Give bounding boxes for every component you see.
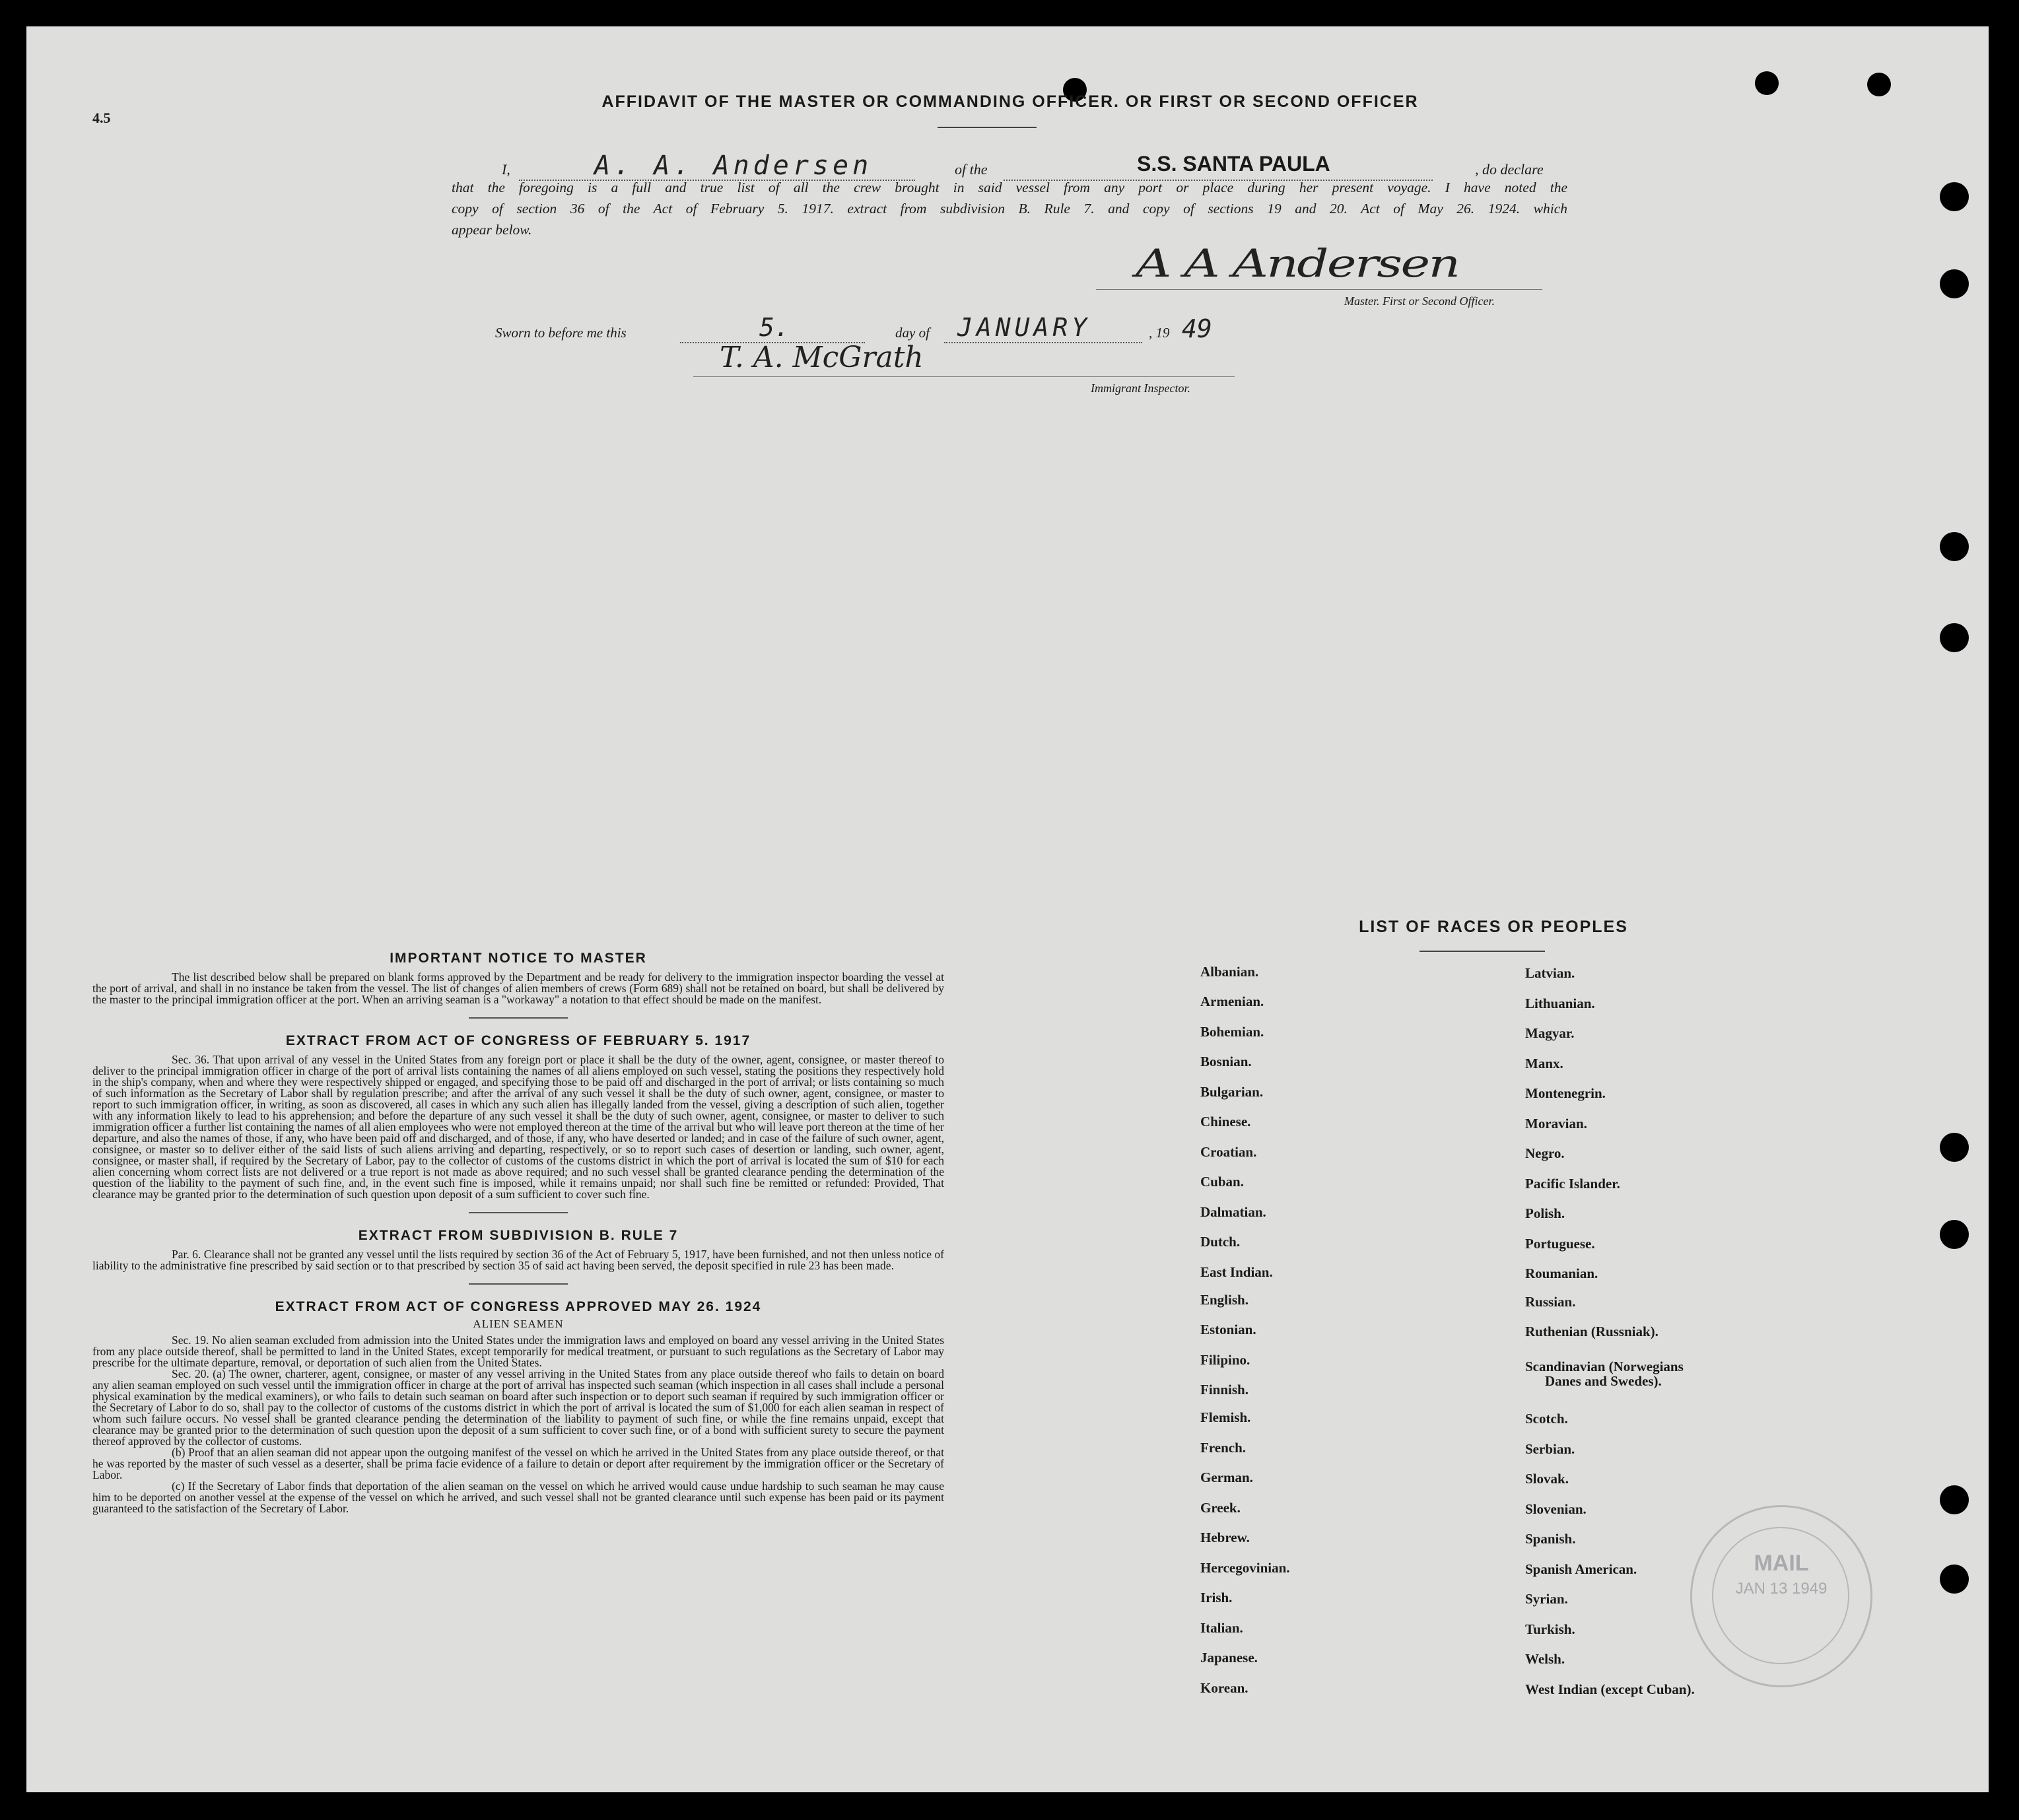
year-prefix: , 19 <box>1149 325 1170 341</box>
race-item: Lithuanian. <box>1525 995 1595 1011</box>
extract-1924-body <box>92 1335 944 1514</box>
race-item: Pacific Islander. <box>1525 1176 1620 1192</box>
race-item: Spanish American. <box>1525 1561 1637 1577</box>
race-item: Scotch. <box>1525 1411 1568 1427</box>
rule-7-body <box>92 1249 944 1271</box>
rule-7-title: EXTRACT FROM SUBDIVISION B. RULE 7 <box>358 1228 679 1243</box>
race-item: Greek. <box>1200 1500 1241 1516</box>
race-item: Spanish. <box>1525 1531 1576 1547</box>
race-item: Welsh. <box>1525 1651 1565 1667</box>
race-item: Scandinavian (Norwegians <box>1525 1359 1684 1374</box>
races-title: LIST OF RACES OR PEOPLES <box>1359 918 1628 936</box>
race-item: Dalmatian. <box>1200 1204 1266 1220</box>
race-item: Croatian. <box>1200 1144 1257 1160</box>
signature-caption: Master. First or Second Officer. <box>1344 294 1495 308</box>
punch-hole <box>1867 73 1891 96</box>
race-item: Negro. <box>1525 1145 1565 1161</box>
punch-hole <box>1755 71 1779 95</box>
race-item: Slovenian. <box>1525 1501 1587 1517</box>
extract-1924-title: EXTRACT FROM ACT OF CONGRESS APPROVED MAY 26. 1924 <box>275 1299 762 1314</box>
races-divider <box>1420 951 1545 952</box>
race-item: English. <box>1200 1292 1249 1308</box>
sworn-year: 49 <box>1182 314 1212 343</box>
punch-hole <box>1940 1133 1969 1162</box>
race-item: Korean. <box>1200 1680 1249 1696</box>
race-item: Bohemian. <box>1200 1024 1264 1040</box>
punch-hole <box>1940 1565 1969 1594</box>
race-item: Hercegovinian. <box>1200 1560 1290 1576</box>
race-item: Dutch. <box>1200 1234 1241 1250</box>
race-item: Japanese. <box>1200 1650 1258 1666</box>
race-item: Estonian. <box>1200 1322 1256 1337</box>
race-item: Russian. <box>1525 1294 1576 1310</box>
race-item: Danes and Swedes). <box>1545 1373 1662 1389</box>
notice-title: IMPORTANT NOTICE TO MASTER <box>390 951 647 966</box>
punch-hole <box>1940 269 1969 298</box>
of-the-label: of the <box>955 161 988 178</box>
race-item: Turkish. <box>1525 1621 1575 1637</box>
race-item: Ruthenian (Russniak). <box>1525 1324 1659 1339</box>
section-divider <box>469 1017 568 1019</box>
race-item: Filipino. <box>1200 1352 1250 1368</box>
master-name-handwritten: A. A. Andersen <box>594 151 873 181</box>
section-divider <box>469 1283 568 1285</box>
race-item: Irish. <box>1200 1590 1233 1605</box>
do-declare-label: , do declare <box>1475 161 1544 178</box>
race-item: French. <box>1200 1440 1247 1456</box>
inspector-signature-line <box>693 376 1235 377</box>
mail-received-stamp <box>1690 1505 1872 1687</box>
race-item: Flemish. <box>1200 1409 1251 1425</box>
legal-column <box>92 951 944 1514</box>
race-item: Moravian. <box>1525 1116 1587 1131</box>
race-item: West Indian (except Cuban). <box>1525 1681 1695 1697</box>
section-20a-paragraph: Sec. 20. (a) The owner, charterer, agent, consignee, or master of any vessel arriving in the United States from any place outside thereof who fails to detain on board any alien seaman employed on such vessel until the immigration officer in charge at the port of arrival has inspected such seaman (which inspection in all cases shall include a personal physical examination by the medical examiners), or who fails to detain such seaman on board after such inspection or to deport such seaman if required by such immigration officer or the Secretary of Labor to do so, shall pay to the collector of customs of the customs district in which the port of arrival is located the sum of $1,000 for each alien seaman in respect of whom such failure occurs. No vessel shall be granted clearance pending the determination of the liability to payment of such fine, or while the fine remains unpaid, except that clearance may be granted prior to the determination of such question upon the deposit of a sum sufficient to cover such fine, or of a bond with sufficient surety to secure the payment thereof approved by the collector of customs. <box>92 1367 944 1448</box>
race-item: Portuguese. <box>1525 1236 1595 1252</box>
rule-7-paragraph: Par. 6. Clearance shall not be granted any vessel until the lists required by section 36 of the Act of February 5, 1917, have been furnished, and not then unless notice of liability to the administrative fine prescribed by said section or to that prescribed by section 35 of said act having been served, the deposit specified in rule 23 has been made. <box>92 1248 944 1272</box>
race-item: German. <box>1200 1469 1253 1485</box>
affidavit-body-line: that the foregoing is a full and true list of all the crew brought in said vessel from any port or place during her present voyage. I have noted the <box>452 180 1567 195</box>
race-item: Albanian. <box>1200 964 1259 980</box>
page-mark: 4.5 <box>92 110 111 126</box>
affidavit-body-line: copy of section 36 of the Act of February 5. 1917. extract from subdivision B. Rule 7. and copy of sections 19 and 20. Act of May 26. 1924. which <box>452 201 1567 217</box>
inspector-signature: T. A. McGrath <box>720 341 924 374</box>
punch-hole <box>1940 182 1969 211</box>
affidavit-body <box>452 177 1567 240</box>
race-item: Roumanian. <box>1525 1265 1598 1281</box>
master-signature: A A Andersen <box>1136 241 1459 286</box>
affidavit-title: AFFIDAVIT OF THE MASTER OR COMMANDING OFFICER. OR FIRST OR SECOND OFFICER <box>601 92 1419 111</box>
notice-body <box>92 972 944 1005</box>
day-of-label: day of <box>895 325 930 341</box>
race-item: Syrian. <box>1525 1591 1568 1607</box>
stamp-mail-text: MAIL <box>1754 1551 1809 1576</box>
race-item: Latvian. <box>1525 965 1575 981</box>
affidavit-body-line: appear below. <box>452 222 532 238</box>
race-item: Slovak. <box>1525 1471 1569 1487</box>
race-item: Chinese. <box>1200 1114 1251 1129</box>
punch-hole <box>1940 532 1969 561</box>
section-36-paragraph: Sec. 36. That upon arrival of any vessel in the United States from any foreign port or place it shall be the duty of the owner, agent, consignee, or master thereof to deliver to the principal immigration officer in charge of the port of arrival lists containing the names of all aliens employed on such vessel, stating the positions they respectively hold in the ship's company, when and where they were respectively shipped or engaged, and specifying those to be paid off and discharged in the port of arrival; or lists containing so much of such information as the Secretary of Labor shall by regulation prescribe; and after the arrival of any such vessel it shall be the duty of such owner, agent, consignee, or master to report to such immigration officer, in writing, as soon as discovered, all cases in which any such alien has illegally landed from the vessel, giving a description of such alien, together with any information likely to lead to his apprehension; and before the departure of any such vessel it shall be the duty of such owner, agent, consignee, or master to deliver to such immigration officer a further list containing the names of all alien employees who were not employed thereon at the time of the arrival but who will leave port thereon at the time of her departure, and also the names of those, if any, who have been paid off and discharged, and of those, if any, who have deserted or landed; and in case of the failure of such owner, agent, consignee, or master so to deliver either of the said lists of such aliens arriving and departing, respectively, or so to report such cases of desertion or landing, such owner, agent, consignee, or master shall, if required by the Secretary of Labor, pay to the collector of customs of the customs district in which the port of arrival is located the sum of $10 for each alien concerning whom correct lists are not delivered or a true report is not made as above required; and no such vessel shall be granted clearance pending the determination of the question of the liability to the payment of such fine, and, in the event such fine is imposed, while it remains unpaid; nor shall such fine be remitted or refunded: Provided, That clearance may be granted prior to the determination of such question upon deposit of a sum sufficient to cover such fine. <box>92 1053 944 1201</box>
sworn-day: 5. <box>759 313 790 342</box>
punch-hole <box>1940 1220 1969 1249</box>
inspector-caption: Immigrant Inspector. <box>1091 382 1190 395</box>
document-page <box>26 26 1989 1792</box>
race-item: Magyar. <box>1525 1025 1575 1041</box>
notice-paragraph: The list described below shall be prepared on blank forms approved by the Department and be ready for delivery to the immigration inspector boarding the vessel at the port of arrival, and shall in no instance be taken from the vessel. The list of changes of alien members of crews (Form 689) shall not be retained on board, but shall be delivered by the master to the principal immigration officer at the port. When an arriving seaman is a "workaway" a notation to that effect should be made on the manifest. <box>92 970 944 1006</box>
extract-1917-title: EXTRACT FROM ACT OF CONGRESS OF FEBRUARY 5. 1917 <box>285 1033 751 1048</box>
race-item: Montenegrin. <box>1525 1085 1606 1101</box>
section-19-paragraph: Sec. 19. No alien seaman excluded from admission into the United States under the immigration laws and employed on board any vessel arriving in the United States from any place outside thereof, shall be permitted to land in the United States, except temporarily for medical treatment, or pursuant to such regulations as the Secretary of Labor may prescribe for the ultimate departure, removal, or deportation of such alien from the United States. <box>92 1333 944 1369</box>
section-20b-paragraph: (b) Proof that an alien seaman did not appear upon the outgoing manifest of the vessel on which he arrived in the United States from any place outside thereof, or that he was reported by the master of such vessel as a deserter, shall be prima facie evidence of a failure to detain or deport after requirement by the immigration officer or the Secretary of Labor. <box>92 1446 944 1481</box>
race-item: Serbian. <box>1525 1441 1575 1457</box>
signature-line <box>1096 289 1542 290</box>
section-divider <box>469 1212 568 1213</box>
section-20c-paragraph: (c) If the Secretary of Labor finds that deportation of the alien seaman on the vessel on which he arrived would cause undue hardship to such seaman he may cause him to be deported on another vessel at the expense of the vessel on which he arrived, and such vessel shall not be granted clearance until such expense has been paid or its payment guaranteed to the satisfaction of the Secretary of Labor. <box>92 1479 944 1515</box>
alien-seamen-subtitle: ALIEN SEAMEN <box>473 1318 564 1330</box>
race-item: Armenian. <box>1200 994 1264 1009</box>
sworn-label: Sworn to before me this <box>495 325 627 341</box>
stamp-date-text: JAN 13 1949 <box>1735 1580 1828 1598</box>
race-item: Hebrew. <box>1200 1530 1250 1545</box>
race-item: Bulgarian. <box>1200 1084 1264 1100</box>
punch-hole <box>1940 623 1969 652</box>
vessel-name: S.S. SANTA PAULA <box>1137 152 1330 176</box>
race-item: Italian. <box>1200 1620 1243 1636</box>
i-label: I, <box>502 161 510 178</box>
race-item: Polish. <box>1525 1205 1565 1221</box>
race-item: Bosnian. <box>1200 1054 1252 1069</box>
race-item: Cuban. <box>1200 1174 1244 1190</box>
sworn-month: JANUARY <box>957 313 1091 342</box>
punch-hole <box>1940 1485 1969 1514</box>
race-item: Manx. <box>1525 1056 1563 1071</box>
title-divider <box>938 127 1037 128</box>
race-item: Finnish. <box>1200 1382 1249 1398</box>
race-item: East Indian. <box>1200 1264 1273 1280</box>
extract-1917-body <box>92 1054 944 1200</box>
